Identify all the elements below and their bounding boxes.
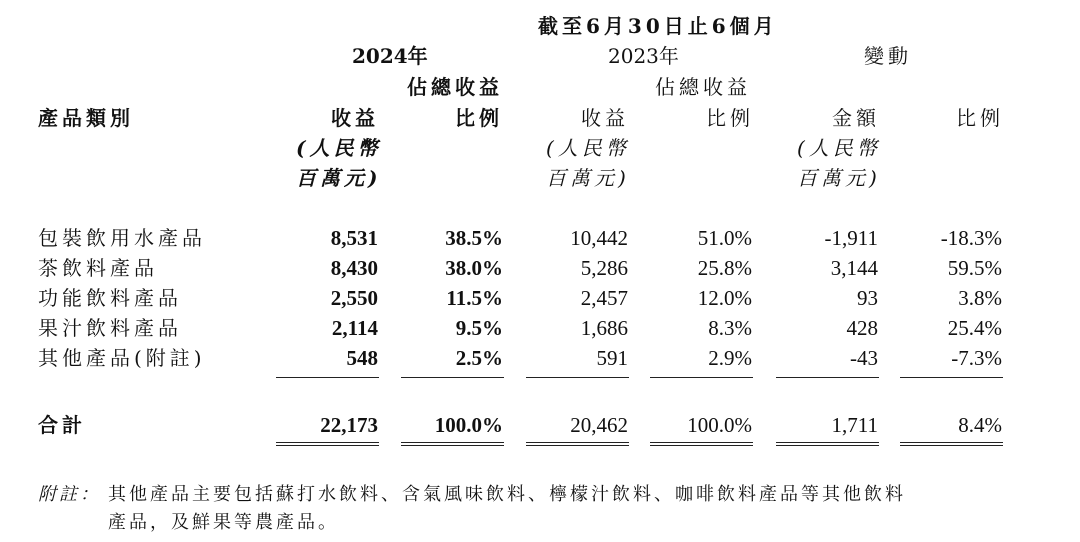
subtotal-rule <box>526 377 629 378</box>
unit-2024-line1: (人民幣 <box>296 136 382 160</box>
total-rule-bottom <box>900 445 1003 446</box>
total-rev2024: 22,173 <box>320 413 378 437</box>
rev2023-cell: 2,457 <box>580 286 628 310</box>
total-rule-top <box>276 442 379 443</box>
total-rule-bottom <box>526 445 629 446</box>
subtotal-rule <box>401 377 504 378</box>
amount-cell: 428 <box>846 316 878 340</box>
category-cell: 果汁飲料產品 <box>38 316 182 340</box>
pct2023-cell: 8.3% <box>708 316 752 340</box>
total-rule-bottom <box>776 445 879 446</box>
ratio-2024-heading: 比例 <box>455 106 503 130</box>
total-rule-top <box>401 442 504 443</box>
rev2024-cell: 548 <box>346 346 378 370</box>
amount-heading: 金額 <box>832 106 880 130</box>
note-label: 附註： <box>38 484 101 505</box>
rev2023-cell: 10,442 <box>570 226 628 250</box>
unit-2023-line1: (人民幣 <box>546 136 630 160</box>
pct2024-cell: 2.5% <box>455 346 503 370</box>
pct-total-2023-heading: 佔總收益 <box>655 75 751 99</box>
period-heading: 截至6月30日止6個月 <box>538 14 778 38</box>
ratio-change-heading: 比例 <box>956 106 1004 130</box>
rev2024-cell: 2,114 <box>331 316 378 340</box>
rev2023-cell: 5,286 <box>580 256 628 280</box>
note-line2: 產品，及鮮果等農產品。 <box>108 512 339 533</box>
change-pct-cell: -7.3% <box>951 346 1002 370</box>
category-heading: 產品類別 <box>38 106 134 130</box>
unit-2024-line2: 百萬元) <box>296 166 382 190</box>
amount-cell: 93 <box>857 286 878 310</box>
total-rule-bottom <box>401 445 504 446</box>
pct2024-cell: 9.5% <box>455 316 503 340</box>
subtotal-rule <box>900 377 1003 378</box>
revenue-2023-heading: 收益 <box>581 106 629 130</box>
note-line1: 其他產品主要包括蘇打水飲料、含氣風味飲料、檸檬汁飲料、咖啡飲料產品等其他飲料 <box>108 484 906 505</box>
change-pct-cell: 25.4% <box>947 316 1002 340</box>
rev2024-cell: 8,531 <box>330 226 378 250</box>
change-pct-cell: 3.8% <box>958 286 1002 310</box>
category-cell: 其他產品(附註) <box>38 346 206 370</box>
pct2023-cell: 51.0% <box>697 226 752 250</box>
total-pct2024: 100.0% <box>434 413 503 437</box>
rev2024-cell: 2,550 <box>330 286 378 310</box>
revenue-2024-heading: 收益 <box>331 106 379 130</box>
total-rule-top <box>900 442 1003 443</box>
total-rev2023: 20,462 <box>570 413 628 437</box>
total-rule-top <box>776 442 879 443</box>
total-rule-top <box>526 442 629 443</box>
amount-cell: -1,911 <box>824 226 878 250</box>
category-cell: 功能飲料產品 <box>38 286 182 310</box>
total-amount: 1,711 <box>831 413 878 437</box>
rev2024-cell: 8,430 <box>330 256 378 280</box>
change-heading: 變動 <box>864 44 912 68</box>
total-pct2023: 100.0% <box>687 413 752 437</box>
pct2023-cell: 25.8% <box>697 256 752 280</box>
subtotal-rule <box>650 377 753 378</box>
total-change-pct: 8.4% <box>958 413 1002 437</box>
rev2023-cell: 591 <box>596 346 628 370</box>
unit-change-line2: 百萬元) <box>797 166 881 190</box>
year-2024-heading: 2024年 <box>352 44 428 68</box>
unit-2023-line2: 百萬元) <box>546 166 630 190</box>
change-pct-cell: -18.3% <box>940 226 1002 250</box>
subtotal-rule <box>276 377 379 378</box>
category-cell: 包裝飲用水產品 <box>38 226 206 250</box>
amount-cell: -43 <box>850 346 878 370</box>
pct-total-2024-heading: 佔總收益 <box>407 75 503 99</box>
pct2024-cell: 11.5% <box>446 286 503 310</box>
pct2023-cell: 2.9% <box>708 346 752 370</box>
change-pct-cell: 59.5% <box>947 256 1002 280</box>
total-rule-top <box>650 442 753 443</box>
ratio-2023-heading: 比例 <box>706 106 754 130</box>
subtotal-rule <box>776 377 879 378</box>
rev2023-cell: 1,686 <box>580 316 628 340</box>
year-2023-heading: 2023年 <box>608 44 679 68</box>
total-rule-bottom <box>276 445 379 446</box>
pct2024-cell: 38.5% <box>445 226 503 250</box>
pct2024-cell: 38.0% <box>445 256 503 280</box>
amount-cell: 3,144 <box>830 256 878 280</box>
total-label: 合計 <box>38 413 86 437</box>
category-cell: 茶飲料產品 <box>38 256 158 280</box>
pct2023-cell: 12.0% <box>697 286 752 310</box>
total-rule-bottom <box>650 445 753 446</box>
unit-change-line1: (人民幣 <box>797 136 881 160</box>
